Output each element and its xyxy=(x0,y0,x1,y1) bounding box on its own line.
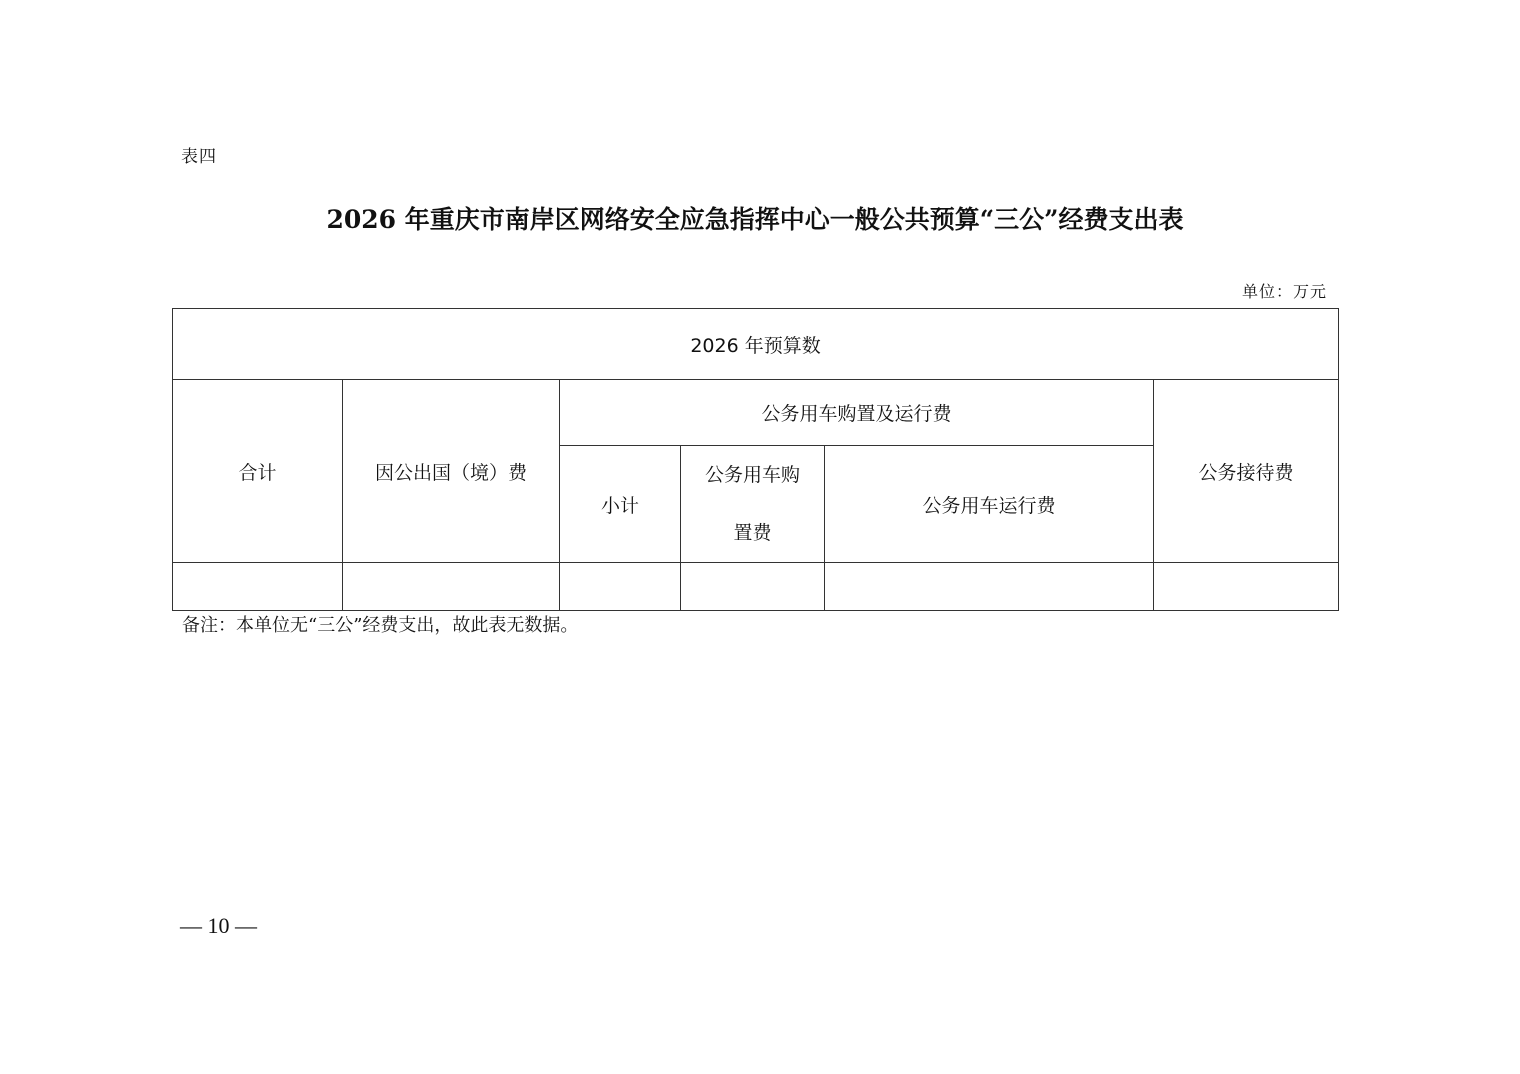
header-reception-expense: 公务接待费 xyxy=(1154,380,1339,563)
header-vehicle-group: 公务用车购置及运行费 xyxy=(560,380,1154,446)
table-header-row xyxy=(173,309,1339,380)
header-overseas-expense: 因公出国（境）费 xyxy=(343,380,560,563)
cell-vehicle-operation xyxy=(825,563,1154,611)
header-budget-year: 2026 年预算数 xyxy=(173,309,1339,380)
header-total: 合计 xyxy=(173,380,343,563)
cell-vehicle-purchase xyxy=(681,563,825,611)
table-note: 备注：本单位无“三公”经费支出，故此表无数据。 xyxy=(182,615,579,636)
cell-total xyxy=(173,563,343,611)
table-header-row xyxy=(173,380,1339,446)
header-vehicle-purchase xyxy=(681,446,825,563)
cell-subtotal xyxy=(560,563,681,611)
cell-reception-expense xyxy=(1154,563,1339,611)
unit-label: 单位：万元 xyxy=(1241,282,1327,301)
table-row xyxy=(173,563,1339,611)
header-subtotal: 小计 xyxy=(560,446,681,563)
header-vehicle-purchase-label: 公务用车购置费 xyxy=(704,464,800,544)
cell-overseas-expense xyxy=(343,563,560,611)
document-title: 2026 年重庆市南岸区网络安全应急指挥中心一般公共预算“三公”经费支出表 xyxy=(326,205,1184,234)
header-vehicle-operation: 公务用车运行费 xyxy=(825,446,1154,563)
budget-table xyxy=(172,308,1339,611)
page-number: — 10 — xyxy=(180,913,257,938)
table-label: 表四 xyxy=(181,147,217,167)
